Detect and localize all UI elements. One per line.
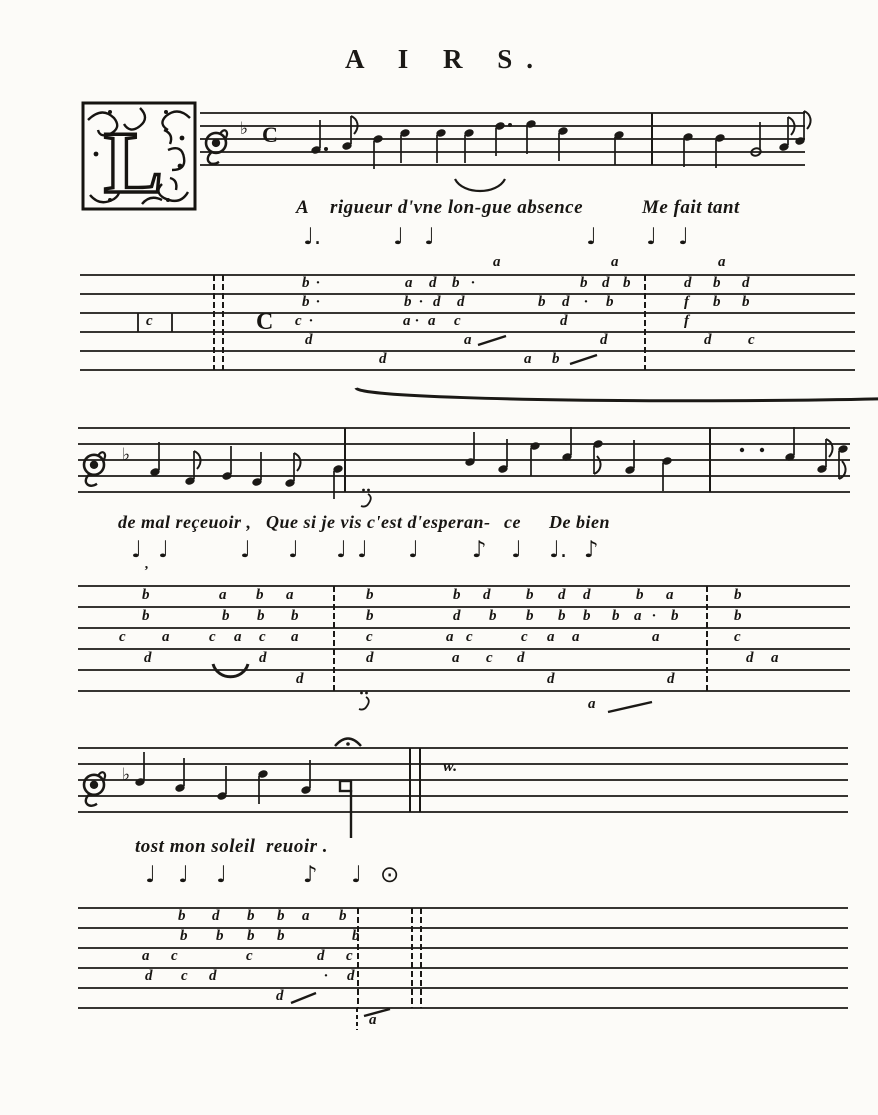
- ornament-curl: [359, 697, 369, 710]
- tab-letter: a: [162, 628, 170, 645]
- tab-letter: a: [493, 253, 501, 270]
- tab-letter: d: [547, 670, 555, 687]
- tab-letter: b: [623, 274, 631, 291]
- tab-letter: d: [558, 586, 566, 603]
- tab-letter: a: [611, 253, 619, 270]
- tab-letter: a: [666, 586, 674, 603]
- flat-sign: ♭: [122, 445, 131, 465]
- tab-letter: b: [352, 928, 360, 944]
- tab-letter: d: [296, 670, 304, 687]
- note-flag: [294, 453, 301, 471]
- tab-letter: b: [742, 293, 750, 310]
- rhythm-sign: ♩.: [303, 224, 322, 250]
- drop-cap-letter: L: [104, 115, 163, 212]
- tab-letter: ’: [144, 564, 149, 580]
- rhythm-sign: ♩: [158, 537, 169, 563]
- tab-letter: b: [302, 274, 310, 291]
- tab-letter: a: [588, 695, 596, 712]
- lyric-segment: A: [296, 197, 310, 218]
- tab-letter: d: [317, 948, 325, 964]
- note-flag: [826, 439, 833, 457]
- rhythm-sign: ♩: [408, 537, 419, 563]
- tab-letter: d: [517, 649, 525, 666]
- tab-letter: d: [602, 274, 610, 291]
- tab-letter: c: [171, 948, 178, 964]
- tab-letter: d: [742, 274, 750, 291]
- tab-letter: d: [483, 586, 491, 603]
- tab-letter: a: [403, 312, 411, 329]
- custos-direct: w.: [443, 758, 458, 775]
- tab-letter: d: [453, 607, 461, 624]
- rhythm-sign: ♩: [178, 862, 189, 888]
- tab-letter: a: [634, 607, 642, 624]
- tab-letter: c: [246, 948, 253, 964]
- tab-letter: b: [526, 607, 534, 624]
- lyric-segment: Que si je vis c'est d'esperan-: [266, 512, 491, 532]
- tab-letter: a: [369, 1012, 377, 1028]
- tab-letter: d: [560, 312, 568, 329]
- flat-sign: ♭: [240, 119, 249, 139]
- tab-letter: c: [259, 628, 266, 645]
- tab-letter: b: [583, 607, 591, 624]
- ornament-curl: [361, 494, 371, 507]
- lyric-segment: gue absence: [482, 197, 584, 218]
- tab-dot: ·: [316, 293, 320, 310]
- tab-letter: a: [291, 628, 299, 645]
- tab-letter: c: [486, 649, 493, 666]
- tab-letter: b: [489, 607, 497, 624]
- rhythm-sign: ♪: [472, 537, 487, 563]
- tab-letter: b: [256, 586, 264, 603]
- tab-letter: d: [379, 350, 387, 367]
- tab-letter: b: [713, 293, 721, 310]
- tab-letter: b: [671, 607, 679, 624]
- tab-dot: ·: [324, 968, 328, 984]
- tab-letter: d: [667, 670, 675, 687]
- tab-letter: d: [347, 968, 355, 984]
- tab-letter: c: [295, 312, 302, 329]
- rhythm-sign: ♩: [424, 224, 435, 250]
- tab-letter: b: [222, 607, 230, 624]
- tab-letter: b: [366, 586, 374, 603]
- tab-letter: c: [454, 312, 461, 329]
- g-clef-icon: [90, 781, 98, 789]
- tab-letter: b: [339, 908, 347, 924]
- tab-letter: c: [366, 628, 373, 645]
- tab-letter: b: [302, 293, 310, 310]
- tab-letter: a: [302, 908, 310, 924]
- tab-letter: b: [277, 908, 285, 924]
- tab-letter: d: [684, 274, 692, 291]
- tab-letter: b: [247, 908, 255, 924]
- tenuto-stroke: [291, 993, 316, 1003]
- tab-letter: b: [612, 607, 620, 624]
- tab-letter: a: [718, 253, 726, 270]
- tab-letter: a: [286, 586, 294, 603]
- tab-letter: b: [636, 586, 644, 603]
- tab-letter: f: [684, 293, 689, 310]
- tab-letter: b: [247, 928, 255, 944]
- rhythm-sign: ♩: [646, 224, 657, 250]
- tab-letter: c: [119, 628, 126, 645]
- rhythm-sign: ♩: [216, 862, 227, 888]
- tab-letter: d: [704, 331, 712, 348]
- tab-letter: c: [748, 331, 755, 348]
- tab-dot: ·: [471, 274, 475, 291]
- tab-letter: d: [144, 649, 152, 666]
- tab-letter: d: [305, 331, 313, 348]
- rhythm-sign: ♩: [131, 537, 142, 563]
- tab-letter: b: [558, 607, 566, 624]
- tab-letter: b: [606, 293, 614, 310]
- rhythm-sign: ♩.: [549, 537, 568, 563]
- slur: [455, 179, 505, 191]
- augmentation-dot: [508, 123, 512, 127]
- tab-letter: b: [366, 607, 374, 624]
- tab-letter: d: [209, 968, 217, 984]
- tenuto-stroke: [364, 1009, 390, 1016]
- rhythm-sign: ♩: [145, 862, 156, 888]
- tab-letter: b: [291, 607, 299, 624]
- tab-dot: ·: [415, 312, 419, 329]
- tab-letter: d: [433, 293, 441, 310]
- ornament-dots: [362, 489, 365, 492]
- tab-letter: b: [580, 274, 588, 291]
- tab-letter: a: [547, 628, 555, 645]
- rhythm-sign: ♩: [511, 537, 522, 563]
- tab-mensuration-sign: C: [256, 309, 274, 335]
- tab-dot: ·: [419, 293, 423, 310]
- tab-letter: f: [684, 312, 689, 329]
- tab-letter: a: [464, 331, 472, 348]
- mensuration-sign: C: [262, 122, 278, 147]
- tab-letter: d: [145, 968, 153, 984]
- tab-letter: a: [428, 312, 436, 329]
- g-clef-icon: [212, 139, 220, 147]
- tab-dot: ·: [652, 607, 656, 624]
- tab-letter: b: [277, 928, 285, 944]
- tenuto-stroke: [570, 355, 597, 364]
- tab-letter: c: [346, 948, 353, 964]
- tab-letter: d: [562, 293, 570, 310]
- tab-letter: d: [212, 908, 220, 924]
- tab-letter: d: [583, 586, 591, 603]
- rhythm-sign: ♩: [357, 537, 368, 563]
- repeat-dot: [760, 448, 764, 452]
- tab-letter: a: [524, 350, 532, 367]
- tab-letter: b: [142, 607, 150, 624]
- tab-letter: b: [734, 586, 742, 603]
- ornament-dots: [365, 692, 368, 695]
- rhythm-sign: ♩: [288, 537, 299, 563]
- tab-letter: b: [142, 586, 150, 603]
- g-clef-icon: [90, 461, 98, 469]
- ornament-dots: [360, 692, 363, 695]
- repeat-dot: [740, 448, 744, 452]
- tab-dot: ·: [309, 312, 313, 329]
- lyric-segment: Me fait tant: [642, 197, 740, 218]
- tab-letter: a: [452, 649, 460, 666]
- rhythm-sign: ⊙: [380, 862, 400, 888]
- lyric-segment: ce: [504, 512, 521, 532]
- tab-letter: a: [405, 274, 413, 291]
- tab-letter: a: [771, 649, 779, 666]
- tab-dot: ·: [584, 293, 588, 310]
- tenuto-stroke: [608, 702, 652, 712]
- longa-note-head: [340, 781, 351, 791]
- tab-letter: c: [734, 628, 741, 645]
- tab-letter: b: [526, 586, 534, 603]
- tab-letter: d: [276, 988, 284, 1004]
- rhythm-sign: ♩: [393, 224, 404, 250]
- page-title: A I R S.: [344, 44, 548, 74]
- lyric-segment: De bien: [549, 512, 610, 532]
- tab-letter: b: [404, 293, 412, 310]
- tab-letter: c: [181, 968, 188, 984]
- rhythm-sign: ♩: [586, 224, 597, 250]
- tab-letter: b: [552, 350, 560, 367]
- ornament-dots: [367, 489, 370, 492]
- tab-letter: d: [259, 649, 267, 666]
- augmentation-dot: [324, 147, 328, 151]
- rhythm-sign: ♩: [351, 862, 362, 888]
- tab-letter: a: [142, 948, 150, 964]
- tab-letter: b: [453, 586, 461, 603]
- tab-letter: d: [366, 649, 374, 666]
- tab-letter: d: [457, 293, 465, 310]
- tab-letter: b: [216, 928, 224, 944]
- fermata-icon: [346, 742, 350, 746]
- flat-sign: ♭: [122, 765, 131, 785]
- tab-letter: d: [600, 331, 608, 348]
- tab-letter: b: [713, 274, 721, 291]
- tab-letter: c: [466, 628, 473, 645]
- tab-letter: b: [734, 607, 742, 624]
- tab-letter: b: [178, 908, 186, 924]
- lyric-segment: de mal reçeuoir ,: [118, 512, 252, 532]
- tenuto-stroke: [478, 336, 506, 345]
- tab-letter: b: [257, 607, 265, 624]
- rhythm-sign: ♪: [303, 862, 318, 888]
- tab-letter: c: [209, 628, 216, 645]
- tab-letter: d: [429, 274, 437, 291]
- tab-letter: c: [521, 628, 528, 645]
- tab-letter: c: [146, 312, 153, 329]
- tab-letter: b: [452, 274, 460, 291]
- tab-letter: a: [572, 628, 580, 645]
- note-flag: [351, 116, 358, 134]
- tab-dot: ·: [316, 274, 320, 291]
- rhythm-sign: ♩: [678, 224, 689, 250]
- rhythm-sign: ♩: [240, 537, 251, 563]
- tab-letter: b: [538, 293, 546, 310]
- tab-letter: a: [234, 628, 242, 645]
- tab-slur: [356, 388, 878, 401]
- rhythm-sign: ♩: [336, 537, 347, 563]
- tab-letter: d: [746, 649, 754, 666]
- tab-letter: b: [180, 928, 188, 944]
- tab-letter: a: [219, 586, 227, 603]
- lyric-segment: tost mon soleil reuoir .: [135, 836, 329, 857]
- lyric-segment: rigueur d'vne lon-: [330, 197, 482, 218]
- tab-letter: a: [652, 628, 660, 645]
- tab-letter: a: [446, 628, 454, 645]
- rhythm-sign: ♪: [584, 537, 599, 563]
- note-flag: [594, 456, 601, 474]
